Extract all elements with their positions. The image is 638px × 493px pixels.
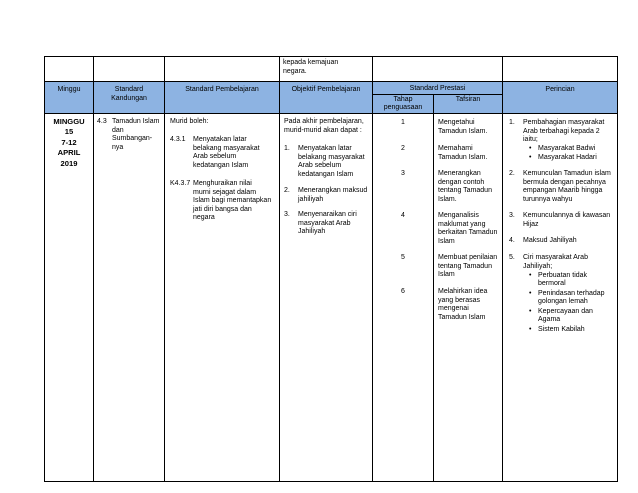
grid-line bbox=[44, 56, 618, 57]
perincian-line: Ciri masyarakat Arab bbox=[523, 254, 588, 261]
objektif-line: Jahiliyah bbox=[298, 228, 326, 236]
header-tafsiran: Tafsiran bbox=[455, 96, 481, 103]
objektif-number: 1. bbox=[284, 145, 290, 152]
tafsiran-line: Tamadun Islam. bbox=[438, 153, 488, 161]
sk-line: Tamadun Islam bbox=[112, 118, 160, 125]
header-tahap: Tahap bbox=[393, 96, 413, 103]
tahap-value: 5 bbox=[401, 254, 405, 261]
grid-line bbox=[44, 81, 618, 82]
tafsiran-line: Menganalisis bbox=[438, 212, 479, 219]
objektif-number: 2. bbox=[284, 187, 290, 194]
perincian-bullet: • Perbuatan tidak bbox=[538, 272, 587, 281]
tafsiran-line: Membuat penilaian bbox=[438, 254, 498, 261]
grid-line bbox=[164, 56, 165, 482]
grid-line bbox=[617, 56, 618, 482]
tafsiran-line: dengan contoh bbox=[438, 178, 485, 186]
sp-line: Menyatakan latar bbox=[193, 136, 247, 143]
sp-line: murni sejagat dalam bbox=[193, 188, 257, 196]
sp-code: K4.3.7 bbox=[170, 180, 191, 187]
header-standard-kandungan: Standard bbox=[114, 86, 144, 93]
header-perincian: Perincian bbox=[545, 86, 575, 93]
sk-line: Sumbangan- bbox=[112, 135, 153, 143]
tahap-value: 6 bbox=[401, 288, 405, 295]
sp-line: Menghuraikan nilai bbox=[193, 180, 252, 187]
objektif-intro: Pada akhir pembelajaran, bbox=[284, 118, 364, 125]
header-objektif: Objektif Pembelajaran bbox=[291, 86, 361, 93]
grid-line bbox=[44, 481, 618, 482]
sp-line: negara bbox=[193, 214, 215, 222]
perincian-number: 2. bbox=[509, 170, 515, 177]
objektif-continuation-line: kepada kemajuan bbox=[283, 59, 339, 66]
tahap-value: 1 bbox=[401, 119, 405, 126]
tafsiran-line: Islam bbox=[438, 271, 455, 279]
tafsiran-line: Tamadun Islam bbox=[438, 313, 486, 321]
header-standard-prestasi: Standard Prestasi bbox=[409, 85, 466, 92]
sk-line: nya bbox=[112, 143, 124, 151]
perincian-number: 1. bbox=[509, 119, 515, 126]
perincian-number: 5. bbox=[509, 254, 515, 261]
minggu-month: APRIL bbox=[57, 148, 81, 158]
perincian-number: 3. bbox=[509, 212, 515, 219]
perincian-bullet: • Sistem Kabilah bbox=[538, 326, 585, 335]
minggu-label: MINGGU bbox=[53, 117, 85, 126]
sp-line: Arab sebelum bbox=[193, 153, 237, 161]
objektif-line: belakang masyarakat bbox=[298, 153, 365, 161]
tafsiran-line: Islam. bbox=[438, 195, 457, 203]
tafsiran-line: mengenai bbox=[438, 305, 469, 313]
tafsiran-line: tentang Tamadun bbox=[438, 187, 492, 195]
objektif-line: Arab sebelum bbox=[298, 162, 342, 170]
objektif-line: Menyenaraikan ciri bbox=[298, 211, 357, 218]
perincian-number: 4. bbox=[509, 237, 515, 244]
perincian-bullet-cont: bermoral bbox=[538, 280, 566, 288]
perincian-line: bermula dengan pecahnya bbox=[523, 178, 606, 186]
perincian-bullet: • Masyarakat Badwi bbox=[538, 145, 595, 154]
grid-line bbox=[502, 56, 503, 482]
sp-code: 4.3.1 bbox=[170, 136, 186, 143]
perincian-bullet-cont: Agama bbox=[538, 316, 561, 324]
tafsiran-line: tentang Tamadun bbox=[438, 262, 492, 270]
objektif-number: 3. bbox=[284, 211, 290, 218]
sp-line: belakang masyarakat bbox=[193, 144, 260, 152]
perincian-bullet: • Penindasan terhadap bbox=[538, 290, 605, 299]
perincian-bullet: • Kepercayaan dan bbox=[538, 308, 593, 317]
perincian-line: Arab terbahagi kepada 2 bbox=[523, 127, 600, 135]
grid-line bbox=[44, 113, 618, 114]
tafsiran-line: yang berasas bbox=[438, 296, 481, 304]
objektif-continuation-line: negara. bbox=[283, 68, 307, 75]
tahap-value: 2 bbox=[401, 145, 405, 152]
header-standard-pembelajaran: Standard Pembelajaran bbox=[185, 86, 259, 93]
perincian-line: Kemunculan Tamadun islam bbox=[523, 170, 611, 177]
sk-number: 4.3 bbox=[97, 118, 107, 125]
sp-line: Islam bagi memantapkan bbox=[193, 197, 272, 205]
tafsiran-line: Menerangkan bbox=[438, 170, 481, 177]
perincian-bullet-cont: golongan lemah bbox=[538, 298, 588, 306]
perincian-bullet: • Masyarakat Hadari bbox=[538, 154, 597, 163]
tahap-value: 4 bbox=[401, 212, 405, 219]
minggu-dates: 7-12 bbox=[61, 137, 77, 147]
objektif-line: Menyatakan latar bbox=[298, 145, 352, 152]
sp-intro: Murid boleh: bbox=[170, 118, 209, 125]
perincian-line: Kemunculannya di kawasan bbox=[523, 212, 611, 219]
grid-line bbox=[279, 56, 280, 482]
grid-line bbox=[372, 94, 502, 95]
tafsiran-line: Mengetahui bbox=[438, 119, 475, 126]
tahap-value: 3 bbox=[401, 170, 405, 177]
header-minggu: Minggu bbox=[57, 86, 81, 93]
tafsiran-line: Memahami bbox=[438, 145, 473, 152]
perincian-line: iaitu; bbox=[523, 136, 538, 144]
sp-line: jati diri bangsa dan bbox=[193, 205, 252, 213]
perincian-line: Maksud Jahiliyah bbox=[523, 237, 577, 244]
tafsiran-line: Islam bbox=[438, 237, 455, 245]
sp-line: kedatangan Islam bbox=[193, 161, 249, 169]
sk-line: dan bbox=[112, 126, 124, 134]
minggu-number: 15 bbox=[64, 127, 74, 137]
perincian-line: empangan Maarib hingga bbox=[523, 187, 603, 195]
header-standard-kandungan: Kandungan bbox=[111, 95, 147, 102]
objektif-intro: murid-murid akan dapat : bbox=[284, 126, 362, 134]
perincian-line: Hijaz bbox=[523, 220, 539, 228]
perincian-line: Jahiliyah; bbox=[523, 262, 553, 270]
tafsiran-line: Melahirkan idea bbox=[438, 288, 488, 295]
objektif-line: kedatangan Islam bbox=[298, 170, 354, 178]
perincian-line: turunnya wahyu bbox=[523, 195, 573, 203]
objektif-line: jahiliyah bbox=[298, 195, 324, 203]
minggu-year: 2019 bbox=[60, 158, 78, 168]
tafsiran-line: maklumat yang bbox=[438, 220, 486, 228]
tafsiran-line: berkaitan Tamadun bbox=[438, 229, 498, 237]
tafsiran-line: Tamadun Islam. bbox=[438, 127, 488, 135]
perincian-line: Pembahagian masyarakat bbox=[523, 119, 605, 126]
objektif-line: Menerangkan maksud bbox=[298, 187, 368, 194]
objektif-line: masyarakat Arab bbox=[298, 219, 351, 227]
header-tahap: penguasaan bbox=[383, 104, 423, 111]
